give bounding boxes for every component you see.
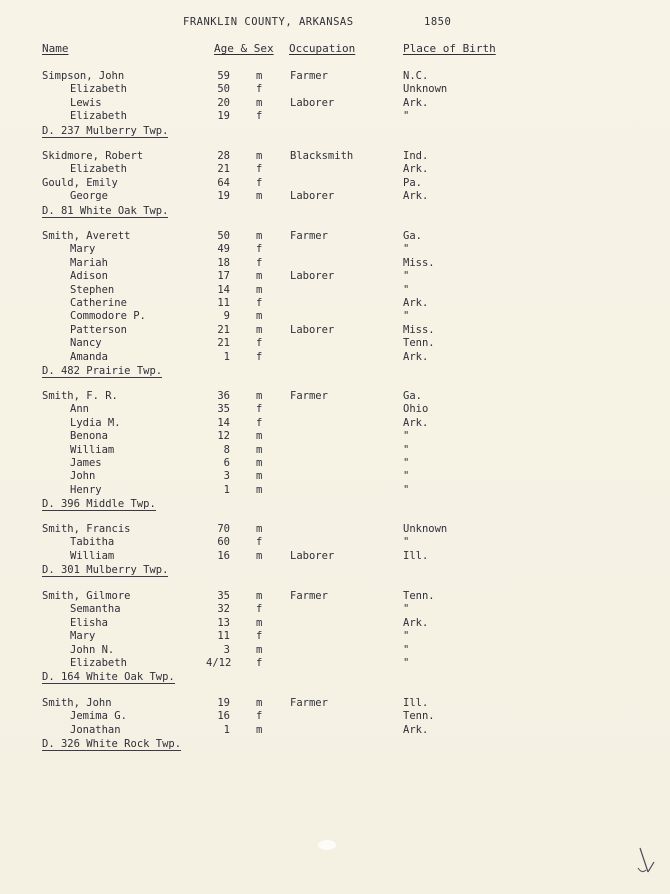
person-occupation: Farmer [290, 590, 328, 602]
person-name: George [70, 190, 108, 203]
person-sex: f [256, 243, 263, 256]
person-age: 50 [217, 230, 230, 242]
person-sex: f [256, 403, 263, 416]
person-sex: f [256, 337, 263, 350]
table-row [0, 163, 670, 176]
person-sex: m [256, 470, 263, 483]
person-birthplace: Tenn. [403, 337, 435, 350]
person-sex: m [256, 70, 263, 82]
person-age: 21 [217, 337, 230, 350]
person-birthplace: Tenn. [403, 590, 435, 602]
person-birthplace: Ind. [403, 150, 429, 162]
paper-smudge [318, 840, 336, 850]
person-birthplace: Ark. [403, 163, 429, 176]
column-header-occupation: Occupation [289, 42, 356, 55]
person-occupation: Laborer [290, 549, 335, 562]
person-age: 18 [217, 256, 230, 269]
person-sex: m [256, 697, 263, 709]
person-sex: m [256, 483, 263, 496]
person-name: William [70, 549, 115, 562]
table-row [0, 603, 670, 616]
person-birthplace: " [403, 643, 410, 656]
person-sex: m [256, 590, 263, 602]
table-row [0, 644, 670, 657]
person-birthplace: " [403, 456, 410, 469]
person-name: Commodore P. [70, 310, 146, 323]
person-birthplace: " [403, 630, 410, 643]
person-birthplace: Ark. [403, 296, 429, 309]
table-row [0, 470, 670, 483]
person-name: Smith, Francis [42, 523, 131, 535]
person-birthplace: " [403, 270, 410, 283]
person-name: Simpson, John [42, 70, 125, 82]
person-sex: m [256, 283, 263, 296]
person-birthplace: Miss. [403, 256, 435, 269]
table-row [0, 297, 670, 310]
dwelling-line [0, 497, 670, 511]
table-row [0, 97, 670, 110]
person-birthplace: " [403, 443, 410, 456]
person-age: 70 [217, 523, 230, 535]
person-age: 8 [223, 443, 230, 456]
person-occupation: Laborer [290, 190, 335, 203]
person-birthplace: " [403, 310, 410, 323]
household [0, 697, 670, 751]
dwelling-number: D. 326 White Rock Twp. [42, 738, 182, 751]
person-sex: m [256, 390, 263, 402]
person-sex: f [256, 110, 263, 123]
person-name: Elizabeth [70, 656, 127, 669]
person-sex: m [256, 443, 263, 456]
person-age: 16 [217, 549, 230, 562]
table-row [0, 630, 670, 643]
table-row [0, 403, 670, 416]
person-name: Smith, Gilmore [42, 590, 131, 602]
person-name: Semantha [70, 603, 121, 616]
person-sex: m [256, 723, 263, 736]
person-name: Smith, Averett [42, 230, 131, 242]
person-name: Smith, F. R. [42, 390, 118, 402]
table-row [0, 284, 670, 297]
person-sex: m [256, 323, 263, 336]
person-name: Mary [70, 243, 96, 256]
person-age: 35 [217, 403, 230, 416]
person-sex: f [256, 710, 263, 723]
person-sex: f [256, 296, 263, 309]
person-name: Mariah [70, 256, 108, 269]
column-header-name: Name [42, 42, 69, 55]
table-row [0, 337, 670, 350]
person-occupation: Farmer [290, 230, 328, 242]
table-row [0, 697, 670, 710]
table-row [0, 257, 670, 270]
table-row [0, 536, 670, 549]
person-age: 1 [223, 483, 230, 496]
person-occupation: Laborer [290, 323, 335, 336]
household [0, 150, 670, 218]
table-row [0, 484, 670, 497]
person-name: James [70, 456, 102, 469]
person-age: 14 [217, 283, 230, 296]
dwelling-number: D. 164 White Oak Twp. [42, 671, 175, 684]
person-age: 11 [217, 296, 230, 309]
table-row [0, 444, 670, 457]
person-age: 28 [217, 150, 230, 162]
person-sex: m [256, 549, 263, 562]
table-row [0, 417, 670, 430]
person-birthplace: " [403, 243, 410, 256]
person-name: Smith, John [42, 697, 112, 709]
person-sex: m [256, 310, 263, 323]
table-row [0, 110, 670, 123]
table-row [0, 590, 670, 603]
person-name: Gould, Emily [42, 176, 118, 189]
person-name: Nancy [70, 337, 102, 350]
person-occupation: Blacksmith [290, 150, 354, 162]
dwelling-number: D. 81 White Oak Twp. [42, 204, 169, 217]
person-name: Patterson [70, 323, 127, 336]
person-age: 4/12 [206, 656, 232, 669]
person-name: John N. [70, 643, 115, 656]
person-sex: m [256, 456, 263, 469]
household [0, 390, 670, 511]
person-sex: f [256, 603, 263, 616]
column-header-birthplace: Place of Birth [403, 42, 496, 55]
table-row [0, 243, 670, 256]
table-row [0, 83, 670, 96]
person-birthplace: Ark. [403, 416, 429, 429]
dwelling-line [0, 670, 670, 684]
person-sex: f [256, 350, 263, 363]
person-age: 64 [217, 176, 230, 189]
dwelling-line [0, 364, 670, 378]
person-birthplace: " [403, 110, 410, 123]
person-age: 21 [217, 163, 230, 176]
person-age: 32 [217, 603, 230, 616]
person-age: 59 [217, 70, 230, 82]
person-occupation: Farmer [290, 70, 328, 82]
dwelling-line [0, 737, 670, 751]
page-title: FRANKLIN COUNTY, ARKANSAS [183, 16, 354, 28]
person-occupation: Farmer [290, 697, 328, 709]
person-age: 12 [217, 430, 230, 443]
household [0, 590, 670, 684]
person-sex: m [256, 96, 263, 109]
person-name: Catherine [70, 296, 127, 309]
person-age: 17 [217, 270, 230, 283]
table-row [0, 390, 670, 403]
person-sex: m [256, 150, 263, 162]
person-name: William [70, 443, 115, 456]
person-birthplace: " [403, 603, 410, 616]
dwelling-number: D. 482 Prairie Twp. [42, 364, 163, 377]
table-row [0, 724, 670, 737]
person-name: Ann [70, 403, 89, 416]
person-age: 11 [217, 630, 230, 643]
person-name: Lydia M. [70, 416, 121, 429]
person-name: Benona [70, 430, 108, 443]
person-birthplace: " [403, 536, 410, 549]
table-row [0, 351, 670, 364]
person-age: 14 [217, 416, 230, 429]
person-occupation: Farmer [290, 390, 328, 402]
person-name: Stephen [70, 283, 115, 296]
person-birthplace: " [403, 470, 410, 483]
household [0, 70, 670, 138]
person-sex: m [256, 230, 263, 242]
person-age: 3 [223, 470, 230, 483]
person-sex: m [256, 523, 263, 535]
dwelling-number: D. 301 Mulberry Twp. [42, 564, 169, 577]
person-sex: f [256, 163, 263, 176]
person-age: 35 [217, 590, 230, 602]
person-birthplace: Ark. [403, 96, 429, 109]
person-name: Skidmore, Robert [42, 150, 144, 162]
person-sex: f [256, 536, 263, 549]
person-name: Jonathan [70, 723, 121, 736]
person-sex: f [256, 416, 263, 429]
person-occupation: Laborer [290, 96, 335, 109]
table-row [0, 230, 670, 243]
household [0, 523, 670, 577]
page-corner-mark [634, 846, 656, 876]
table-row [0, 324, 670, 337]
person-name: John [70, 470, 96, 483]
person-name: Jemima G. [70, 710, 127, 723]
person-birthplace: Unknown [403, 83, 448, 96]
person-sex: m [256, 190, 263, 203]
column-header-age-sex: Age & Sex [214, 42, 274, 55]
person-birthplace: Miss. [403, 323, 435, 336]
person-name: Amanda [70, 350, 108, 363]
person-age: 1 [223, 350, 230, 363]
person-sex: f [256, 630, 263, 643]
person-age: 19 [217, 110, 230, 123]
table-row [0, 550, 670, 563]
table-row [0, 457, 670, 470]
household [0, 230, 670, 378]
table-row [0, 657, 670, 670]
person-sex: m [256, 616, 263, 629]
person-birthplace: N.C. [403, 70, 429, 82]
person-birthplace: Ark. [403, 723, 429, 736]
table-row [0, 270, 670, 283]
table-row [0, 710, 670, 723]
person-name: Henry [70, 483, 102, 496]
person-sex: f [256, 256, 263, 269]
person-sex: f [256, 83, 263, 96]
person-name: Elizabeth [70, 110, 127, 123]
person-name: Tabitha [70, 536, 115, 549]
person-birthplace: " [403, 430, 410, 443]
person-name: Elizabeth [70, 83, 127, 96]
person-sex: f [256, 176, 263, 189]
person-age: 60 [217, 536, 230, 549]
dwelling-line [0, 204, 670, 218]
person-birthplace: Ohio [403, 403, 429, 416]
person-age: 19 [217, 190, 230, 203]
person-age: 13 [217, 616, 230, 629]
person-age: 20 [217, 96, 230, 109]
table-row [0, 523, 670, 536]
person-occupation: Laborer [290, 270, 335, 283]
table-row [0, 617, 670, 630]
person-name: Elisha [70, 616, 108, 629]
person-age: 1 [223, 723, 230, 736]
table-row [0, 190, 670, 203]
person-birthplace: " [403, 656, 410, 669]
census-year: 1850 [424, 16, 452, 28]
person-birthplace: Ga. [403, 390, 422, 402]
person-name: Mary [70, 630, 96, 643]
table-row [0, 150, 670, 163]
person-sex: m [256, 430, 263, 443]
person-birthplace: Unknown [403, 523, 448, 535]
person-sex: f [256, 656, 263, 669]
person-age: 49 [217, 243, 230, 256]
person-age: 21 [217, 323, 230, 336]
dwelling-number: D. 237 Mulberry Twp. [42, 124, 169, 137]
table-row [0, 177, 670, 190]
person-birthplace: Ga. [403, 230, 422, 242]
person-name: Adison [70, 270, 108, 283]
dwelling-line [0, 124, 670, 138]
person-sex: m [256, 270, 263, 283]
person-name: Lewis [70, 96, 102, 109]
person-birthplace: Ark. [403, 190, 429, 203]
person-age: 19 [217, 697, 230, 709]
dwelling-number: D. 396 Middle Twp. [42, 498, 156, 511]
person-age: 3 [223, 643, 230, 656]
person-age: 9 [223, 310, 230, 323]
dwelling-line [0, 563, 670, 577]
person-birthplace: " [403, 283, 410, 296]
person-birthplace: Ill. [403, 697, 429, 709]
person-birthplace: " [403, 483, 410, 496]
table-row [0, 430, 670, 443]
person-age: 36 [217, 390, 230, 402]
person-sex: m [256, 643, 263, 656]
person-birthplace: Pa. [403, 176, 422, 189]
table-row [0, 310, 670, 323]
person-name: Elizabeth [70, 163, 127, 176]
person-age: 50 [217, 83, 230, 96]
person-age: 6 [223, 456, 230, 469]
person-birthplace: Ark. [403, 616, 429, 629]
person-birthplace: Ill. [403, 549, 429, 562]
person-birthplace: Tenn. [403, 710, 435, 723]
person-birthplace: Ark. [403, 350, 429, 363]
person-age: 16 [217, 710, 230, 723]
table-row [0, 70, 670, 83]
